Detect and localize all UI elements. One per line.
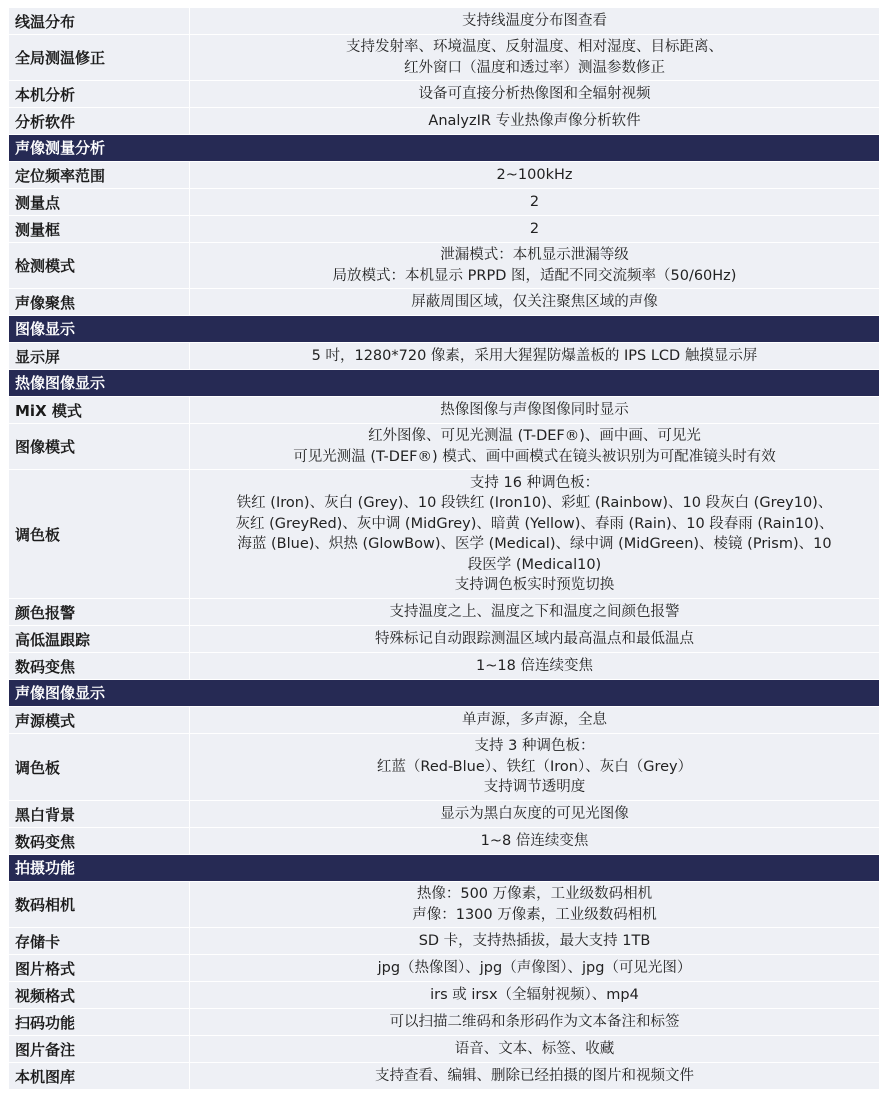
spec-value-line: 支持线温度分布图查看 <box>462 12 607 29</box>
spec-value <box>190 470 879 598</box>
spec-row <box>9 828 879 855</box>
spec-value-line: 泄漏模式：本机显示泄漏等级 <box>440 247 629 263</box>
spec-value-line: 2 <box>529 193 540 210</box>
spec-value <box>190 108 879 134</box>
spec-value-line: 支持调节透明度 <box>483 779 586 796</box>
spec-value-line: 段医学 (Medical10) <box>467 556 602 573</box>
section-title: 图像显示 <box>15 319 76 338</box>
spec-value <box>190 35 879 80</box>
spec-row <box>9 955 879 982</box>
spec-label: 颜色报警 <box>9 599 190 625</box>
spec-value <box>190 1036 879 1062</box>
spec-value-line: 可以扫描二维码和条形码作为文本备注和标签 <box>389 1013 680 1030</box>
section-title: 声像图像显示 <box>15 683 106 702</box>
spec-value <box>190 955 879 981</box>
spec-value-line: 单声源，多声源，全息 <box>462 711 607 728</box>
spec-label: 图像模式 <box>9 424 190 469</box>
spec-value <box>190 882 879 927</box>
spec-value-line: 红蓝（Red-Blue）、铁红（Iron）、灰白（Grey） <box>376 758 693 775</box>
spec-value-line: 支持 16 种调色板： <box>469 474 600 491</box>
spec-label: 显示屏 <box>9 343 190 369</box>
spec-label: 调色板 <box>9 734 190 800</box>
spec-row <box>9 397 879 424</box>
spec-value-line: 热像：500 万像素，工业级数码相机 <box>416 886 653 902</box>
spec-value <box>190 162 879 188</box>
spec-label: 定位频率范围 <box>9 162 190 188</box>
spec-label: 测量点 <box>9 189 190 215</box>
spec-value-line: 可见光测温 (T-DEF®) 模式、画中画模式在镜头被识别为可配准镜头时有效 <box>293 448 776 465</box>
section-title: 声像测量分析 <box>15 138 106 157</box>
spec-value <box>190 928 879 954</box>
spec-label: 调色板 <box>9 470 190 598</box>
spec-row <box>9 982 879 1009</box>
spec-value <box>190 828 879 854</box>
spec-table <box>9 8 879 1090</box>
section-header <box>9 680 879 707</box>
spec-label: 数码变焦 <box>9 653 190 679</box>
spec-row <box>9 343 879 370</box>
spec-value <box>190 289 879 315</box>
spec-value-line: 屏蔽周围区域，仅关注聚焦区域的声像 <box>411 293 658 310</box>
spec-label: 视频格式 <box>9 982 190 1008</box>
section-header <box>9 370 879 397</box>
spec-row <box>9 1036 879 1063</box>
spec-value-line: 设备可直接分析热像图和全辐射视频 <box>418 85 651 102</box>
spec-value <box>190 343 879 369</box>
spec-label: 本机图库 <box>9 1063 190 1089</box>
spec-value-line: 红外窗口（温度和透过率）测温参数修正 <box>404 59 665 76</box>
spec-value <box>190 626 879 652</box>
spec-value-line: 支持查看、编辑、删除已经拍摄的图片和视频文件 <box>375 1067 694 1084</box>
spec-row <box>9 81 879 108</box>
spec-value-line: 1~18 倍连续变焦 <box>476 657 593 674</box>
spec-value-line: 红外图像、可见光测温 (T-DEF®)、画中画、可见光 <box>368 428 701 444</box>
spec-row <box>9 35 879 81</box>
spec-value <box>190 216 879 242</box>
spec-value-line: 支持调色板实时预览切换 <box>454 577 615 593</box>
section-title: 拍摄功能 <box>15 858 76 877</box>
spec-value <box>190 801 879 827</box>
spec-row <box>9 189 879 216</box>
spec-label: 检测模式 <box>9 243 190 288</box>
spec-value-line: 2 <box>529 220 540 237</box>
spec-value-line: AnalyzIR 专业热像声像分析软件 <box>428 112 641 129</box>
spec-value-line: 支持温度之上、温度之下和温度之间颜色报警 <box>389 603 680 620</box>
spec-label: 测量框 <box>9 216 190 242</box>
spec-value-line: 声像：1300 万像素，工业级数码相机 <box>412 906 657 923</box>
spec-row <box>9 243 879 289</box>
spec-value-line: 显示为黑白灰度的可见光图像 <box>440 805 629 822</box>
spec-row <box>9 108 879 135</box>
spec-row <box>9 424 879 470</box>
spec-row <box>9 707 879 734</box>
spec-value-line: 特殊标记自动跟踪测温区域内最高温点和最低温点 <box>375 630 694 647</box>
spec-value-line: 1~8 倍连续变焦 <box>480 832 589 849</box>
spec-value <box>190 81 879 107</box>
spec-row <box>9 626 879 653</box>
spec-value <box>190 397 879 423</box>
spec-label: 线温分布 <box>9 8 190 34</box>
spec-label: 图片备注 <box>9 1036 190 1062</box>
spec-row <box>9 801 879 828</box>
spec-value-line: 2~100kHz <box>496 166 573 183</box>
spec-value-line: 语音、文本、标签、收藏 <box>454 1040 615 1057</box>
spec-row <box>9 653 879 680</box>
spec-value-line: 铁红 (Iron)、灰白 (Grey)、10 段铁红 (Iron10)、彩虹 (Rainbow)、10 段灰白 (Grey10)、 <box>236 495 833 511</box>
spec-value-line: SD 卡，支持热插拔，最大支持 1TB <box>418 932 651 949</box>
section-header <box>9 316 879 343</box>
spec-value <box>190 599 879 625</box>
spec-label: 声像聚焦 <box>9 289 190 315</box>
spec-row <box>9 882 879 928</box>
spec-value-line: jpg（热像图）、jpg（声像图）、jpg（可见光图） <box>377 959 692 976</box>
spec-label: 黑白背景 <box>9 801 190 827</box>
spec-row <box>9 734 879 801</box>
spec-row <box>9 216 879 243</box>
spec-row <box>9 599 879 626</box>
spec-value <box>190 189 879 215</box>
spec-value <box>190 424 879 469</box>
spec-row <box>9 8 879 35</box>
spec-value <box>190 982 879 1008</box>
spec-row <box>9 1063 879 1090</box>
spec-label: 图片格式 <box>9 955 190 981</box>
spec-value <box>190 8 879 34</box>
spec-label: 数码变焦 <box>9 828 190 854</box>
spec-value-line: 海蓝 (Blue)、炽热 (GlowBow)、医学 (Medical)、绿中调 (MidGreen)、棱镜 (Prism)、10 <box>237 536 832 552</box>
spec-value-line: irs 或 irsx（全辐射视频）、mp4 <box>430 986 639 1003</box>
spec-row <box>9 470 879 599</box>
spec-label: 全局测温修正 <box>9 35 190 80</box>
spec-value-line: 热像图像与声像图像同时显示 <box>440 401 629 418</box>
spec-value <box>190 1009 879 1035</box>
spec-label: 存储卡 <box>9 928 190 954</box>
spec-row <box>9 289 879 316</box>
spec-label: 本机分析 <box>9 81 190 107</box>
spec-label: 声源模式 <box>9 707 190 733</box>
section-header <box>9 855 879 882</box>
spec-row <box>9 1009 879 1036</box>
spec-value-line: 灰红 (GreyRed)、灰中调 (MidGrey)、暗黄 (Yellow)、春雨 (Rain)、10 段春雨 (Rain10)、 <box>235 515 834 532</box>
spec-value <box>190 734 879 800</box>
spec-row <box>9 162 879 189</box>
spec-label: MiX 模式 <box>9 397 190 423</box>
spec-value-line: 局放模式：本机显示 PRPD 图，适配不同交流频率（50/60Hz) <box>332 267 737 284</box>
spec-label: 扫码功能 <box>9 1009 190 1035</box>
spec-value <box>190 707 879 733</box>
spec-value <box>190 243 879 288</box>
spec-value <box>190 653 879 679</box>
spec-label: 数码相机 <box>9 882 190 927</box>
spec-value <box>190 1063 879 1089</box>
spec-label: 高低温跟踪 <box>9 626 190 652</box>
section-header <box>9 135 879 162</box>
spec-value-line: 支持 3 种调色板： <box>474 738 595 755</box>
spec-row <box>9 928 879 955</box>
spec-value-line: 5 吋，1280*720 像素，采用大猩猩防爆盖板的 IPS LCD 触摸显示屏 <box>311 347 758 364</box>
section-title: 热像图像显示 <box>15 373 106 392</box>
spec-label: 分析软件 <box>9 108 190 134</box>
spec-value-line: 支持发射率、环境温度、反射温度、相对湿度、目标距离、 <box>346 39 723 55</box>
